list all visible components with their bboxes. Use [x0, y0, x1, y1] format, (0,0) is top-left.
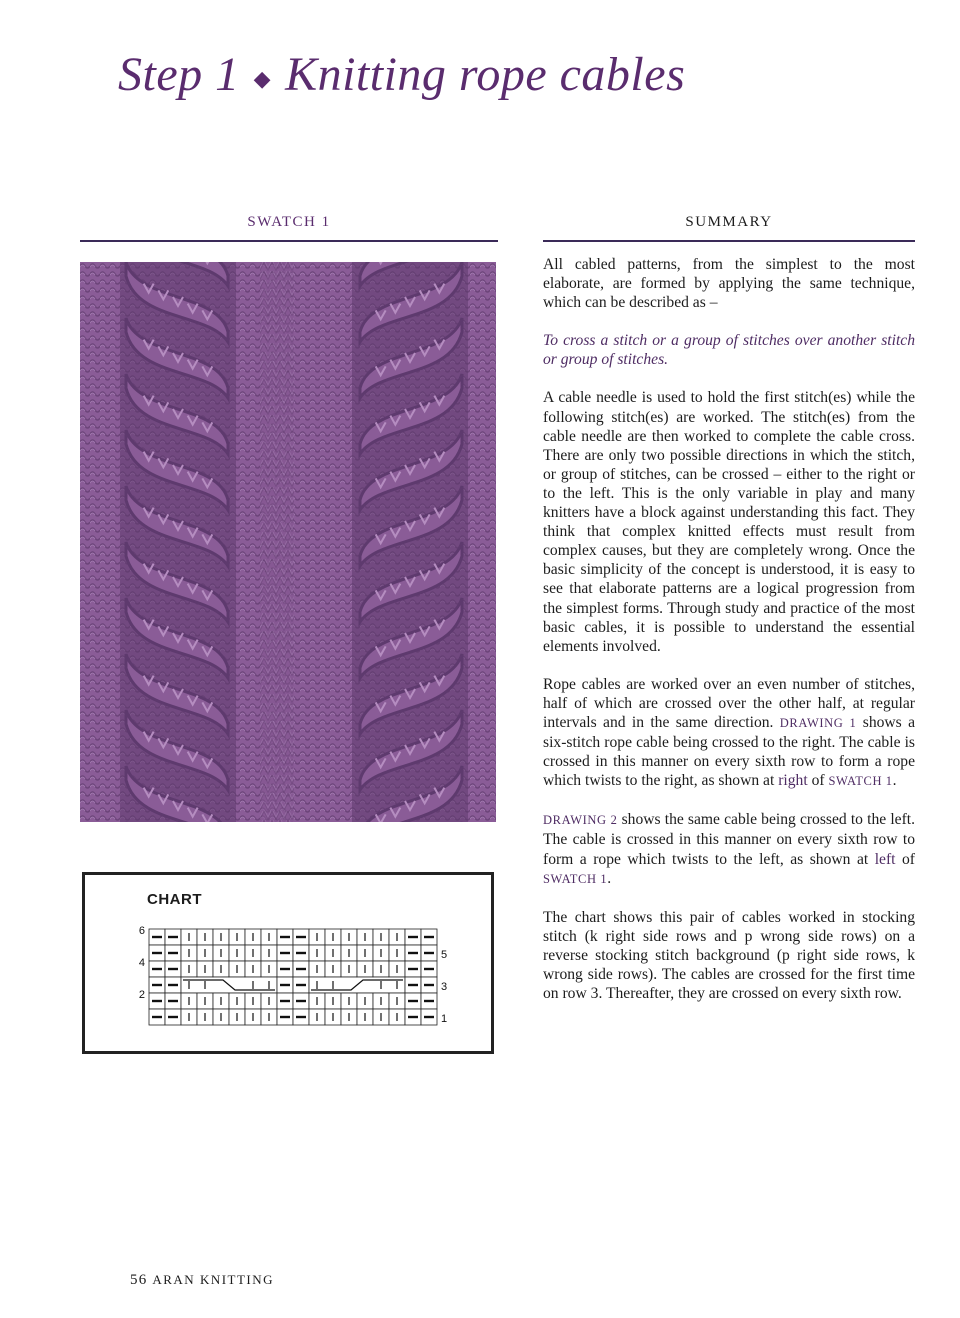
page-title	[118, 40, 838, 110]
swatch-1-ref-b: SWATCH 1	[543, 871, 608, 886]
chart-title: CHART	[147, 891, 202, 908]
p4-right: right	[778, 772, 808, 790]
p4-end: .	[892, 772, 897, 790]
row-number-left: 4	[138, 957, 145, 969]
summary-paragraph-4	[543, 675, 915, 792]
p5-left: left	[874, 850, 896, 868]
summary-definition: To cross a stitch or a group of stitches over another stitch or group of stitches.	[543, 332, 915, 369]
row-number-right: 3	[441, 981, 448, 993]
page-number: 56	[130, 1272, 148, 1288]
swatch-1-ref-a: SWATCH 1	[828, 774, 893, 789]
p5-of: of	[901, 850, 915, 868]
chart-box	[82, 872, 494, 1054]
summary-paragraph-3: A cable needle is used to hold the first stitch(es) while the following stitch(es) are worked. The stitch(es) from the cable needle are then worked to complete the cable cross. There are only two possible directions in which the stitch, or group of stitches, can be crossed – either to the right or to the left. This is the only variable in play and many knitters have a block against understanding this fact. They think that complex knitted effects must result from complex causes, but they are completely wrong. Once the basic simplicity of the concept is understood, it is easy to see that elaborate patterns are a logical progression from the simplest forms. Through study and practice of the most basic cables, it is possible to understand the essential elements involved.	[543, 389, 915, 655]
book-title: ARAN KNITTING	[152, 1272, 275, 1287]
summary-paragraph-6: The chart shows this pair of cables worked in stocking stitch (k right side rows and p wrong side rows) on a reverse stocking stitch background (p right side rows, k wrong side rows). The cables are crossed for the first time on row 3. Thereafter, they are crossed on every sixth row.	[543, 908, 915, 1003]
summary-heading-rule	[543, 240, 915, 242]
drawing-2-ref: DRAWING 2	[543, 813, 618, 828]
chart-grid	[125, 923, 455, 1037]
right-rope-cable	[352, 262, 468, 822]
title-bullet-icon: ◆	[253, 65, 272, 91]
row-number-left: 6	[138, 925, 145, 937]
p5-end: .	[607, 869, 612, 887]
summary-paragraph-5	[543, 810, 915, 888]
swatch-photo	[80, 262, 496, 822]
summary-text	[543, 255, 915, 1022]
page-footer	[130, 1272, 274, 1289]
p4-text-b: shows a six-stitch rope cable being crossed to the right. The cable is crossed in this manner on every sixth row to form a rope which twists to the right, as shown at	[543, 713, 915, 790]
left-rope-cable	[120, 262, 236, 822]
summary-paragraph-1: All cabled patterns, from the simplest to the most elaborate, are formed by applying the same technique, which can be described as –	[543, 256, 915, 312]
row-number-left: 2	[138, 989, 145, 1001]
p5-text-b: shows the same cable being crossed to the left. The cable is crossed in this manner on every sixth row to form a rope which twists to the left, as shown at	[543, 811, 915, 868]
row-number-right: 5	[441, 949, 448, 961]
chart-svg	[125, 923, 455, 1033]
summary-heading: SUMMARY	[685, 214, 773, 230]
p4-of: of	[811, 772, 825, 790]
swatch-heading-rule	[80, 240, 498, 242]
p4-text-a: Rope cables are worked over an even number of stitches, half of which are crossed over the other half, at regular intervals and in the same direction.	[543, 675, 915, 731]
swatch-heading: SWATCH 1	[247, 214, 331, 230]
title-topic: Knitting rope cables	[285, 48, 686, 101]
row-number-right: 1	[441, 1013, 448, 1025]
swatch-illustration	[80, 262, 496, 822]
title-step: Step 1	[118, 48, 240, 101]
drawing-1-ref: DRAWING 1	[779, 715, 857, 730]
